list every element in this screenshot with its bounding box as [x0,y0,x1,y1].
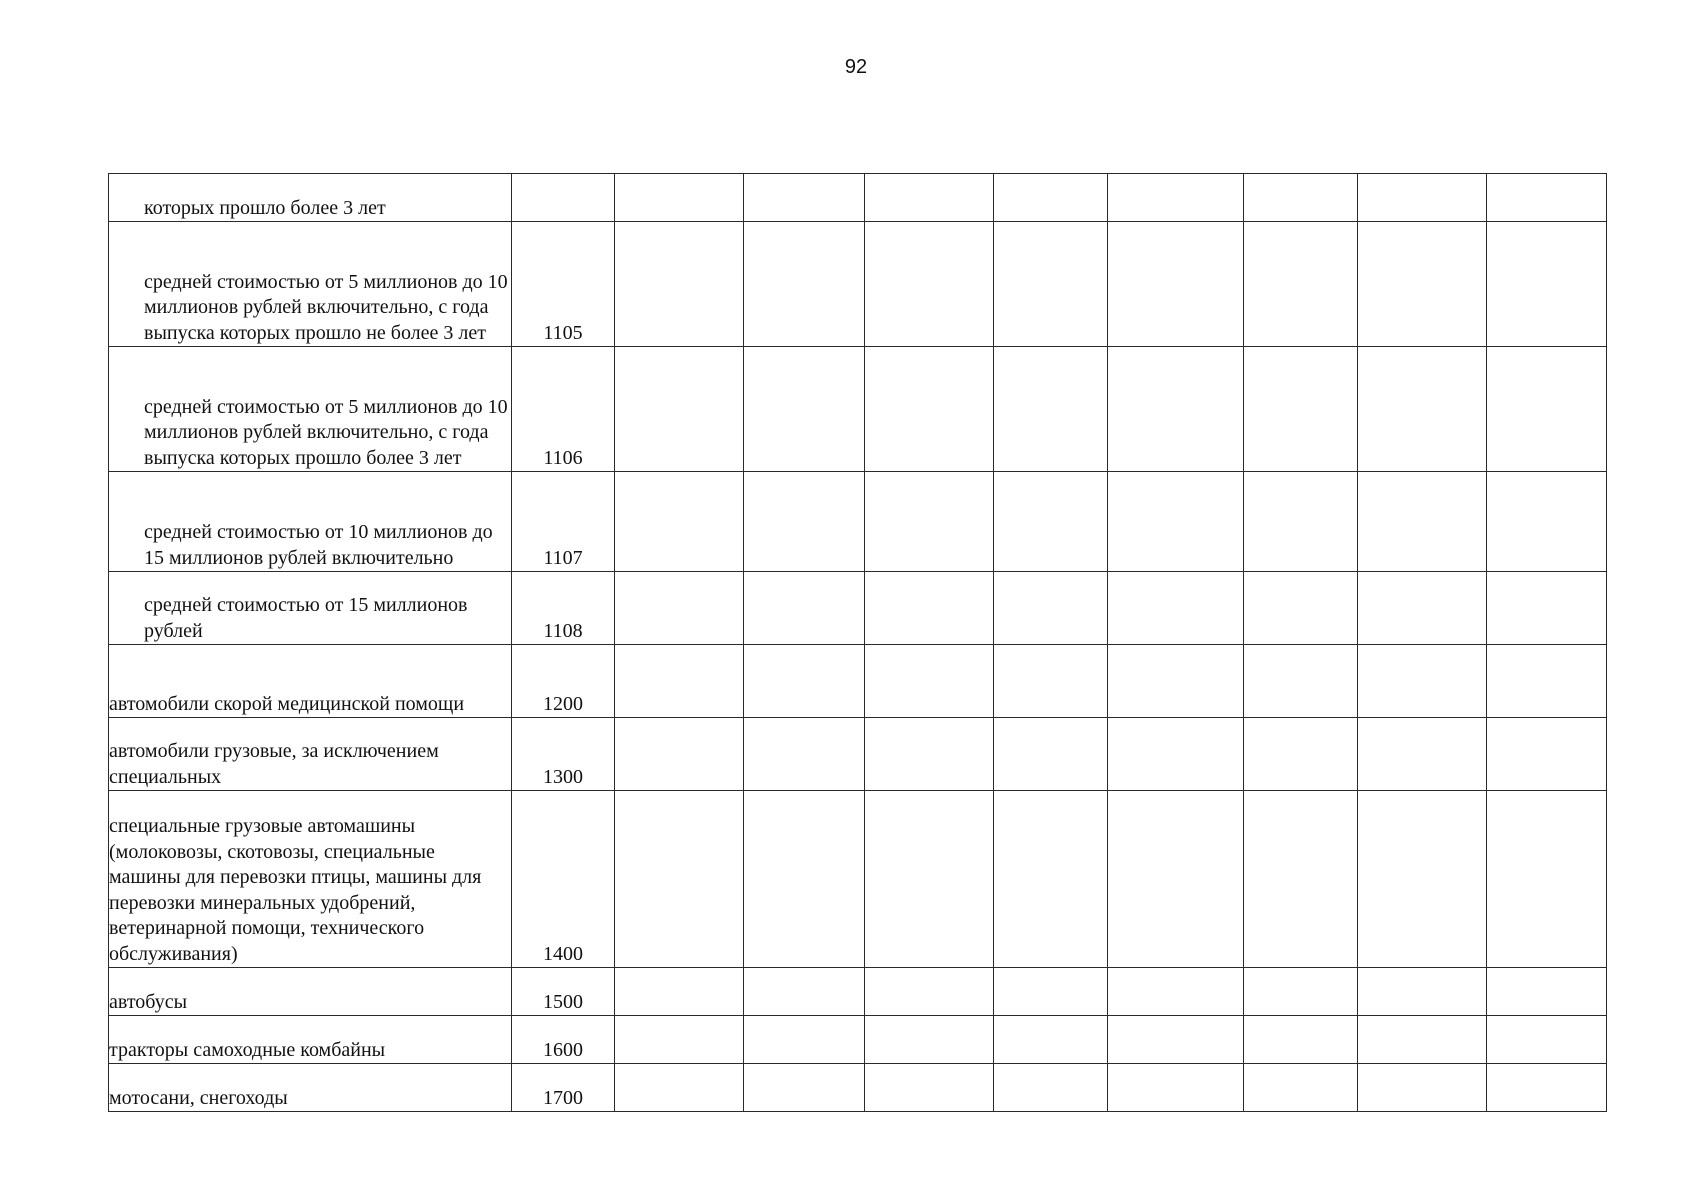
data-cell [1487,174,1607,222]
data-cell [744,174,865,222]
table-row [109,347,1607,472]
data-cell [994,174,1108,222]
data-cell [865,472,994,572]
data-cell [994,222,1108,347]
row-label: средней стоимостью от 5 миллионов до 10 миллионов рублей включительно, с года выпуска которых прошло не более 3 лет [109,222,512,347]
table-row [109,791,1607,968]
data-cell [615,791,744,968]
row-label: которых прошло более 3 лет [109,174,512,222]
data-cell [865,572,994,645]
data-cell [744,1016,865,1064]
data-cell [744,968,865,1016]
data-cell [994,347,1108,472]
data-cell [865,1064,994,1112]
data-cell [744,1064,865,1112]
data-cell [1244,572,1358,645]
data-cell [1108,222,1244,347]
data-cell [994,718,1108,791]
table-row [109,1064,1607,1112]
data-cell [615,645,744,718]
data-cell [615,1064,744,1112]
data-cell [1487,472,1607,572]
data-cell [1487,572,1607,645]
data-cell [994,968,1108,1016]
row-code: 1300 [512,718,615,791]
data-cell [1244,968,1358,1016]
data-cell [1244,1064,1358,1112]
table-row [109,645,1607,718]
data-cell [1487,645,1607,718]
data-cell [1358,791,1487,968]
data-cell [994,791,1108,968]
data-cell [994,645,1108,718]
data-cell [1358,222,1487,347]
data-cell [865,718,994,791]
data-cell [1244,791,1358,968]
page-number: 92 [844,56,868,78]
data-cell [1487,791,1607,968]
row-code [512,174,615,222]
data-cell [615,1016,744,1064]
data-cell [1487,968,1607,1016]
row-code: 1108 [512,572,615,645]
row-code: 1107 [512,472,615,572]
data-cell [1108,718,1244,791]
data-cell [1108,1064,1244,1112]
data-cell [615,718,744,791]
data-cell [1244,645,1358,718]
data-cell [1244,718,1358,791]
data-cell [615,472,744,572]
data-cell [1108,472,1244,572]
data-cell [744,472,865,572]
table-row [109,572,1607,645]
row-label: мотосани, снегоходы [109,1064,512,1112]
data-cell [1487,347,1607,472]
table-row [109,718,1607,791]
row-label: автомобили скорой медицинской помощи [109,645,512,718]
data-cell [1108,174,1244,222]
data-cell [1487,718,1607,791]
data-cell [865,347,994,472]
row-label: средней стоимостью от 10 миллионов до 15 миллионов рублей включительно [109,472,512,572]
row-code: 1106 [512,347,615,472]
data-cell [744,347,865,472]
row-code: 1600 [512,1016,615,1064]
data-cell [1108,645,1244,718]
data-cell [865,645,994,718]
row-label: специальные грузовые автомашины (молоковозы, скотовозы, специальные машины для перевозки птицы, машины для перевозки минеральных удобрений, ветеринарной помощи, технического обслуживания) [109,791,512,968]
data-cell [1487,1064,1607,1112]
data-cell [1487,222,1607,347]
data-cell [1358,1064,1487,1112]
data-cell [1358,347,1487,472]
data-cell [865,174,994,222]
data-cell [865,791,994,968]
data-cell [1108,572,1244,645]
data-cell [1358,718,1487,791]
table-row [109,174,1607,222]
data-cell [1244,222,1358,347]
data-cell [1244,347,1358,472]
data-cell [1358,572,1487,645]
data-cell [1244,472,1358,572]
data-cell [1358,174,1487,222]
data-cell [1108,791,1244,968]
data-cell [865,222,994,347]
row-code: 1400 [512,791,615,968]
data-cell [1358,472,1487,572]
table-row [109,1016,1607,1064]
row-code: 1200 [512,645,615,718]
data-cell [744,222,865,347]
data-cell [615,174,744,222]
data-cell [994,1064,1108,1112]
data-cell [1358,1016,1487,1064]
vehicle-form-table [108,173,1607,1112]
row-code: 1105 [512,222,615,347]
data-cell [1244,1016,1358,1064]
data-cell [865,968,994,1016]
data-cell [744,718,865,791]
row-code: 1700 [512,1064,615,1112]
data-cell [1108,968,1244,1016]
data-cell [1108,1016,1244,1064]
data-cell [994,1016,1108,1064]
data-cell [615,347,744,472]
data-cell [1358,645,1487,718]
data-cell [865,1016,994,1064]
row-code: 1500 [512,968,615,1016]
row-label: средней стоимостью от 5 миллионов до 10 миллионов рублей включительно, с года выпуска которых прошло более 3 лет [109,347,512,472]
data-cell [994,472,1108,572]
data-cell [744,645,865,718]
data-cell [1108,347,1244,472]
data-cell [615,572,744,645]
row-label: средней стоимостью от 15 миллионов рублей [109,572,512,645]
data-cell [1487,1016,1607,1064]
data-cell [1244,174,1358,222]
data-cell [615,222,744,347]
table-row [109,968,1607,1016]
table-row [109,472,1607,572]
row-label: автомобили грузовые, за исключением специальных [109,718,512,791]
data-cell [1358,968,1487,1016]
row-label: тракторы самоходные комбайны [109,1016,512,1064]
row-label: автобусы [109,968,512,1016]
data-cell [994,572,1108,645]
data-cell [615,968,744,1016]
data-cell [744,791,865,968]
data-cell [744,572,865,645]
table-row [109,222,1607,347]
